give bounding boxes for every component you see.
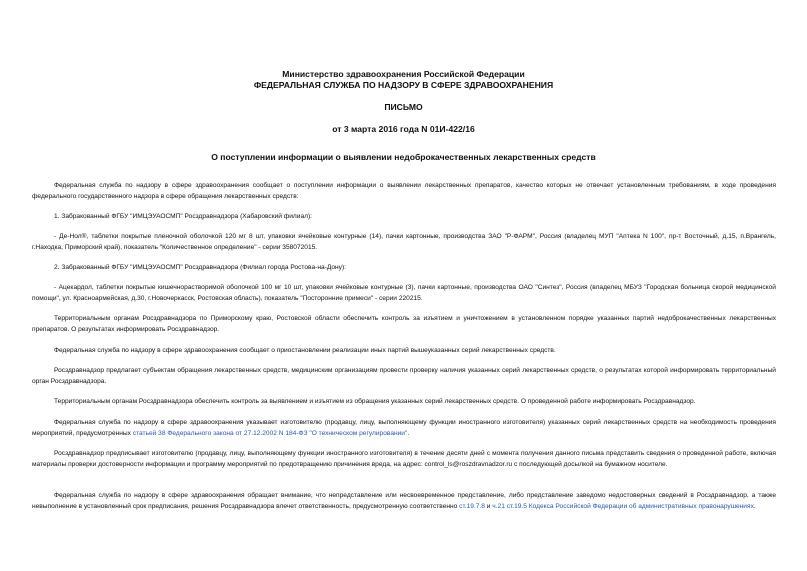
article-19-5-link[interactable]: ч.21 ст.19.5 <box>492 502 527 510</box>
liability-end: . <box>753 502 756 510</box>
document-subject: О поступлении информации о выявлении недоброкачественных лекарственных средств <box>211 152 596 162</box>
paragraph-prescription: Росздравнадзор предписывает изготовителю (продавцу, лицу, выполняющему функции иностранного изготовителя) в течение десяти дней с момента получения данного письма представить сведения о проведенной работе, включая материалы проверки достоверности информации и программу мероприятий по предотвращению причинения вреда, на адрес: control_ls@roszdravnadzor.ru с последующей досылкой на бумажном носителе. <box>32 450 776 468</box>
article-19-7-8-link[interactable]: ст.19.7.8 <box>459 502 485 510</box>
paragraph-withdrawal-control: Территориальным органам Росздравнадзора обеспечить контроль за выявлением и изъятием из обращения указанных серий лекарственных средств. О проведенной работе информировать Росздравнадзор. <box>54 398 696 405</box>
paragraph-intro: Федеральная служба по надзору в сфере здравоохранения сообщает о поступлении информации о выявлении лекарственных препаратов, качество которых не отвечает установленным требованиям, в ходе проведения федерального государственного надзора в сфере обращения лекарственных средств: <box>32 182 776 200</box>
administrative-code-link[interactable]: Кодекса Российской Федерации об административных правонарушениях <box>528 502 754 510</box>
paragraph-item-2-heading: 2. Забракованный ФГБУ "ИМЦЭУАОСМП" Росздравнадзора (Филиал города Ростова-на-Дону): <box>54 264 347 271</box>
paragraph-territorial-control: Территориальным органам Росздравнадзора по Приморскому краю, Ростовской области обеспечить контроль за изъятием и уничтожением в установленном порядке указанных партий недоброкачественных лекарственных препаратов. О результатах информировать Росздравнадзор. <box>32 315 776 333</box>
service-title: ФЕДЕРАЛЬНАЯ СЛУЖБА ПО НАДЗОРУ В СФЕРЕ ЗДРАВООХРАНЕНИЯ <box>253 80 554 90</box>
paragraph-check-proposal: Росздравнадзор предлагает субъектам обращения лекарственных средств, медицинским организациям провести проверку наличия указанных серий лекарственных средств, о результатах которой информировать территориальный орган Росздравнадзора. <box>32 367 776 385</box>
ministry-title: Министерство здравоохранения Российской Федерации <box>282 69 525 79</box>
paragraph-manufacturer-notice <box>32 418 776 439</box>
document-type: ПИСЬМО <box>384 102 423 112</box>
manufacturer-notice-text: Федеральная служба по надзору в сфере здравоохранения указывает изготовителю (продавцу, лицу, выполняющему функции иностранного изготовителя) указанных серий лекарственных средств на необходимость проведения мероприятий, предусмотренных <box>32 419 776 437</box>
law-184-fz-link[interactable]: статьей 38 Федерального закона от 27.12.2002 N 184-ФЗ "О техническом регулировании" <box>132 429 408 437</box>
manufacturer-notice-end: . <box>407 429 410 437</box>
liability-conjunction: и <box>484 502 493 510</box>
liability-text: Федеральная служба по надзору в сфере здравоохранения обращает внимание, что непредставление или несвоевременное представление, либо представление заведомо недостоверных сведений в Росздравнадзор, а также невыполнение в установленный срок предписания, решения Росздравнадзора влечет ответственность, предусмотренную соответственно <box>32 492 776 510</box>
paragraph-item-1-detail: - Де-Нол®, таблетки покрытые пленочной оболочкой 120 мг 8 шт, упаковки ячейковые контурные (14), пачки картонные, производства ЗАО "Р-ФАРМ", Россия (владелец МУП "Аптека N 100", пр-т Восточный, д.15, п.Врангель, г.Находка, Приморский край), показатель "Количественное определение" - серии 358072015. <box>32 233 776 251</box>
document-date-number: от 3 марта 2016 года N 01И-422/16 <box>332 124 475 134</box>
paragraph-item-1-heading: 1. Забракованный ФГБУ "ИМЦЭУАОСМП" Росздравнадзора (Хабаровский филиал): <box>54 213 312 220</box>
paragraph-liability <box>32 491 776 512</box>
paragraph-item-2-detail: - Ацекардол, таблетки покрытые кишечнорастворимой оболочкой 100 мг 10 шт, упаковки ячейковые контурные (3), пачки картонные, производства ОАО "Синтез", Россия (владелец МБУЗ "Городская больница скорой медицинской помощи", ул. Красноармейская, д.30, г.Новочеркасск, Ростовская область), показатель "Посторонние примеси" - серии 220215. <box>32 284 776 302</box>
paragraph-suspension: Федеральная служба по надзору в сфере здравоохранения сообщает о приостановлении реализации иных партий вышеуказанных серий лекарственных средств. <box>54 347 556 354</box>
